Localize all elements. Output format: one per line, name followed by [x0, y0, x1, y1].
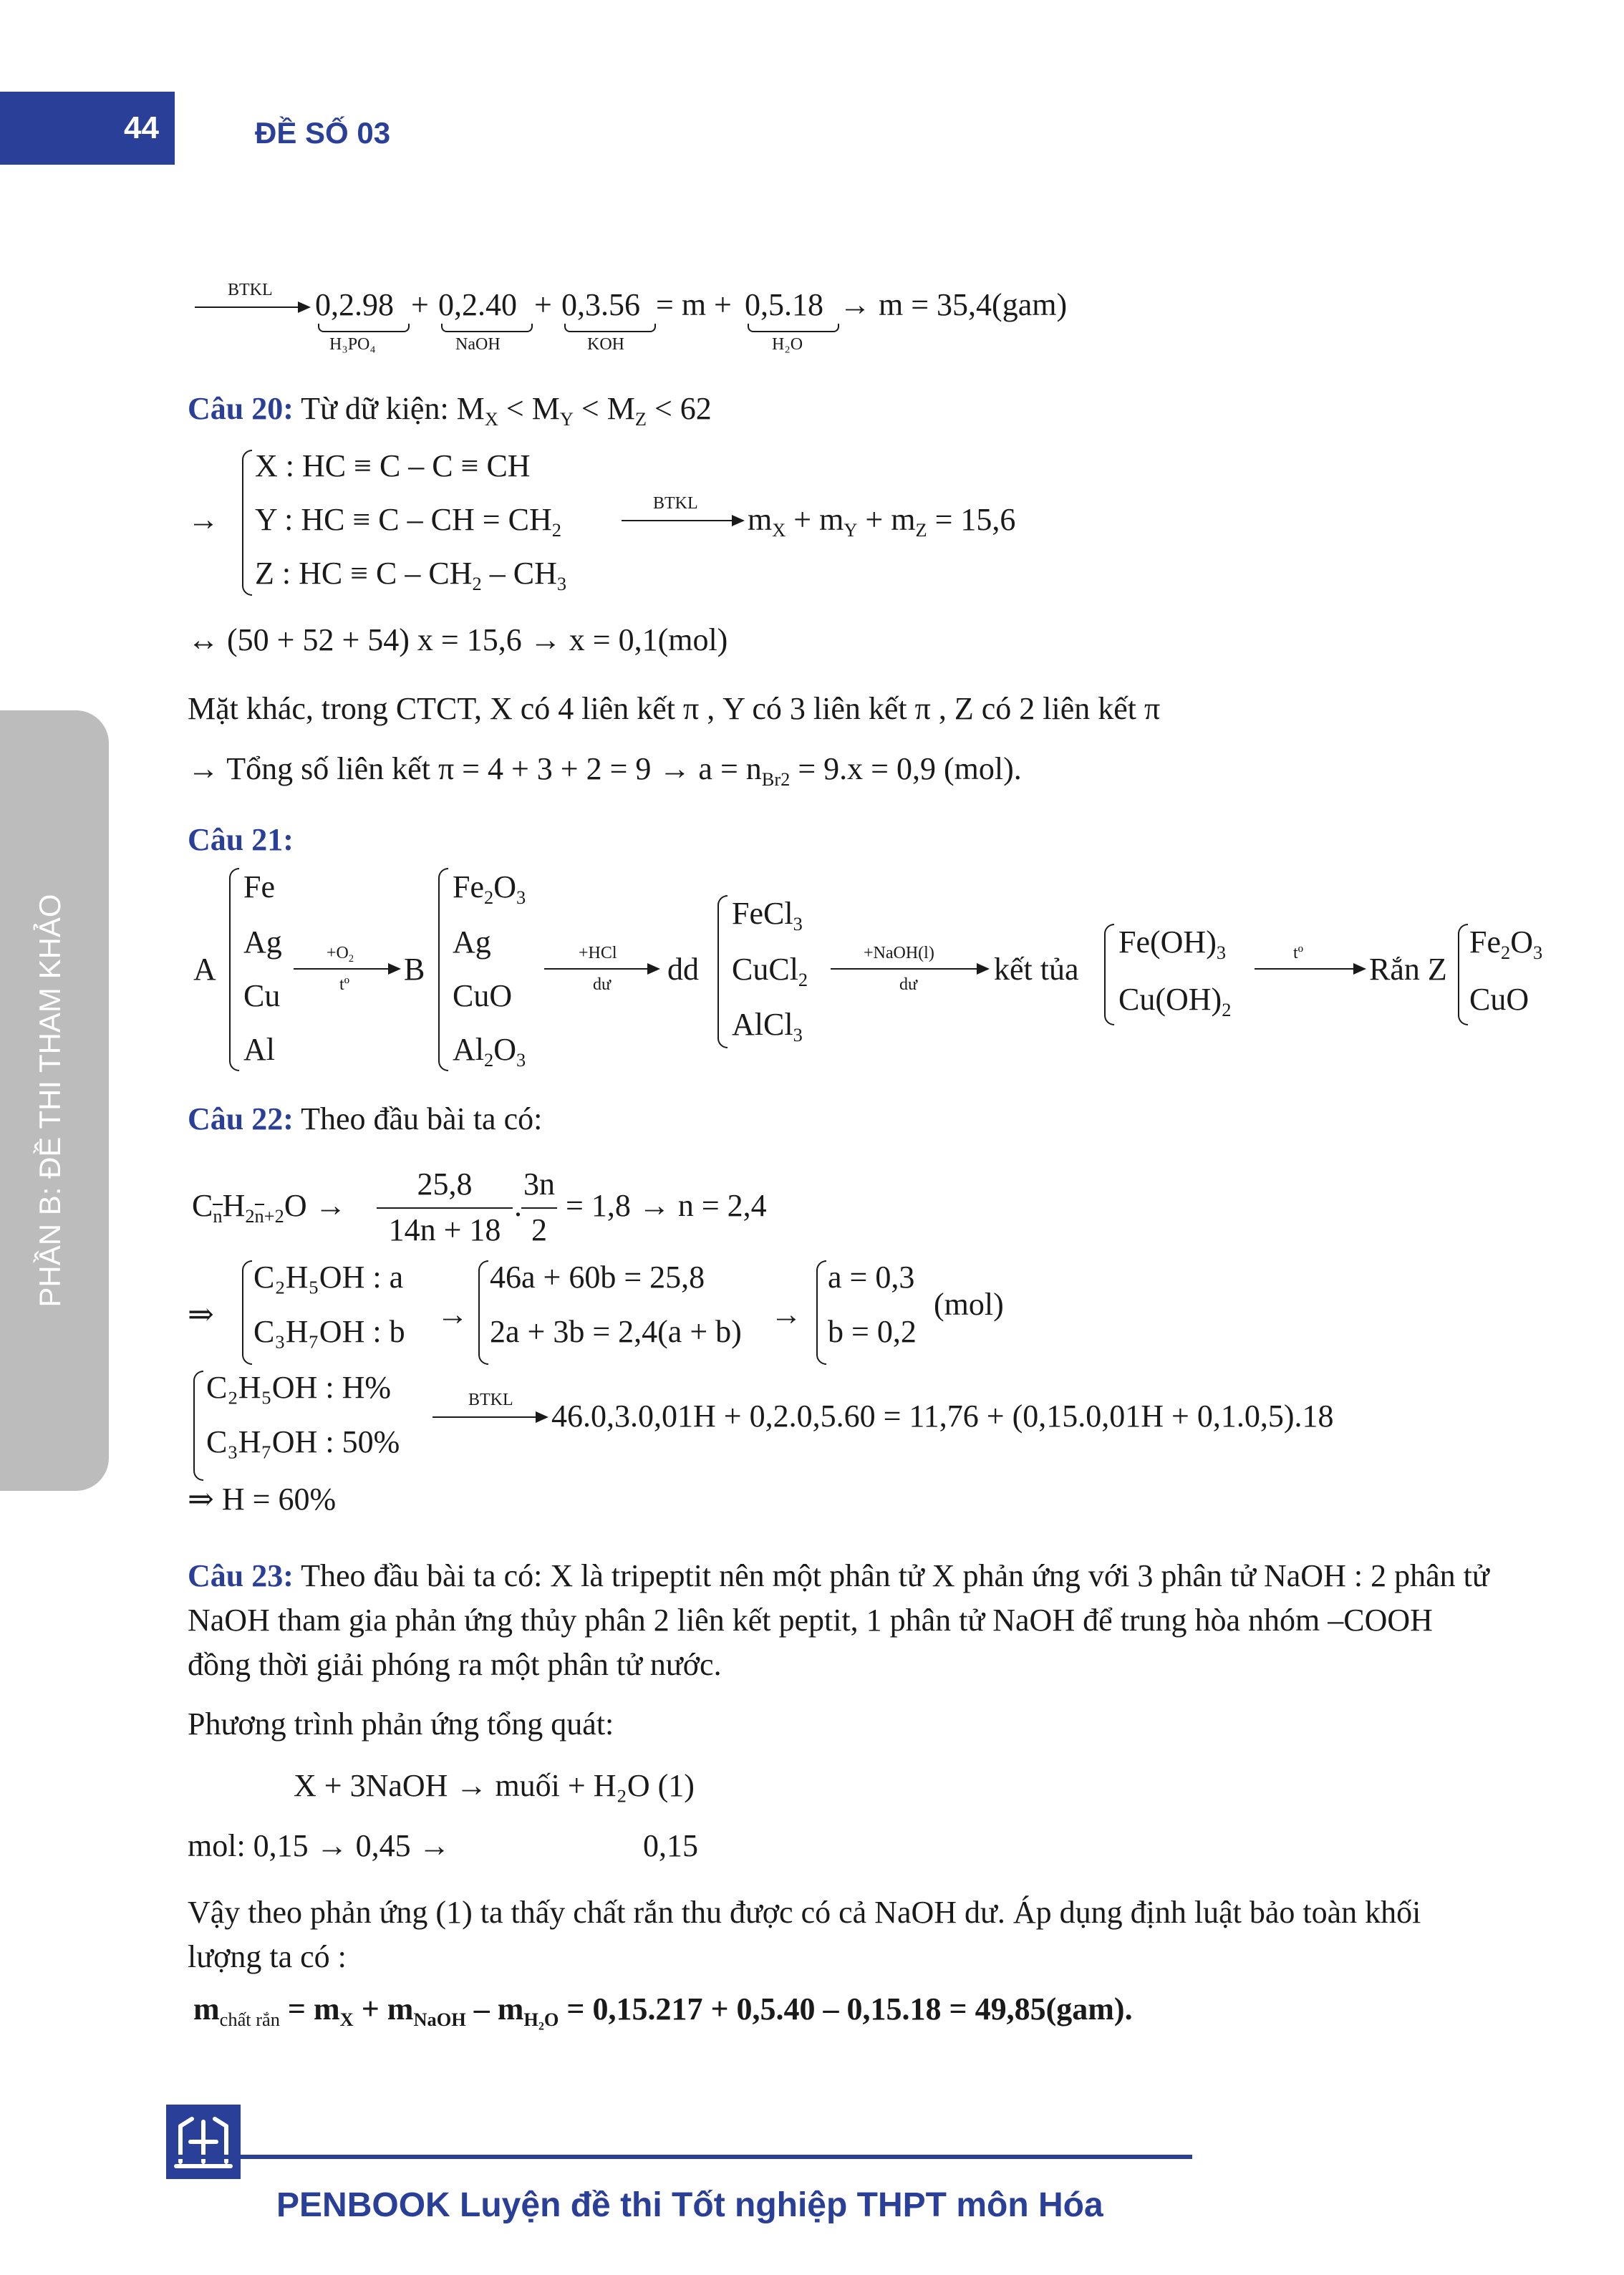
q21-B-item: Ag	[453, 924, 491, 960]
btkl-result: → m = 35,4(gam)	[839, 287, 1068, 322]
q22-intro: Theo đầu bài ta có:	[301, 1101, 543, 1136]
label-naoh: NaOH	[455, 335, 501, 354]
q22-frac1-den: 14n + 18	[388, 1212, 501, 1247]
underbrace	[318, 324, 410, 332]
q22-btkl-label: BTKL	[468, 1391, 513, 1409]
q21-arrow2	[544, 968, 659, 970]
q22-s3-unit: (mol)	[934, 1287, 1004, 1322]
logo-icon	[166, 2105, 241, 2179]
equals-m: = m +	[656, 287, 732, 322]
penbook-logo	[166, 2105, 241, 2179]
brace	[438, 868, 448, 1071]
q22-frac2-num: 3n	[523, 1167, 555, 1202]
brace	[816, 1260, 826, 1365]
q21-B: B	[404, 952, 425, 987]
brace	[1458, 924, 1468, 1025]
brace	[717, 895, 728, 1048]
q23-equation: X + 3NaOH → muối + H₂O (1)	[294, 1768, 695, 1803]
label-h3po4: H₃PO₄	[329, 335, 376, 354]
brace	[193, 1371, 203, 1481]
fraction-line	[521, 1207, 557, 1209]
q21-dd-item: FeCl$_3$	[732, 896, 803, 935]
brace	[242, 1260, 252, 1365]
side-tab-label: PHẦN B: ĐỀ THI THAM KHẢO	[33, 894, 67, 1308]
q22-s2a: 46a + 60b = 25,8	[490, 1260, 705, 1295]
q22-frac-result: = 1,8 → n = 2,4	[566, 1188, 767, 1223]
q20-intro: Từ dữ kiện: M	[301, 391, 485, 426]
q23-mol-line: mol: 0,15 → 0,45 →	[188, 1828, 450, 1863]
q21-A-item: Ag	[243, 924, 282, 960]
q22-s4a: C₂H₅OH : H%	[206, 1370, 392, 1405]
term-h2o: 0,5.18	[745, 287, 823, 322]
q20-y: Y : HC ≡ C – CH = $CH_2$	[255, 502, 561, 541]
q23-paragraph1	[188, 1554, 1491, 1687]
q23-title: Câu 23:	[188, 1558, 294, 1593]
q20-arrow	[622, 520, 743, 521]
q21-z-item: CuO	[1469, 982, 1529, 1017]
q21-dd-item: CuCl$_2$	[732, 952, 808, 991]
q22-formula: $C_nH_{2n+2}O$ →	[192, 1188, 347, 1227]
q21-arrow3	[831, 968, 988, 970]
q21-A-item: Fe	[243, 869, 275, 904]
q20-heading: Câu 20: Từ dữ kiện: $M_X < M_Y < M_Z < 62$	[188, 391, 712, 430]
q21-dd: dd	[667, 952, 699, 987]
q21-arrow3-bot: dư	[899, 975, 918, 994]
term-h3po4: 0,2.98	[315, 287, 394, 322]
q21-ran: Rắn Z	[1369, 952, 1447, 987]
section-title: ĐỀ SỐ 03	[255, 116, 391, 150]
q21-arrow1-bot: tº	[339, 975, 350, 994]
q21-B-item: CuO	[453, 978, 513, 1013]
q22-s2b: 2a + 3b = 2,4(a + b)	[490, 1314, 742, 1349]
q21-A-item: Cu	[243, 978, 281, 1013]
footer-rule	[166, 2155, 1192, 2159]
page-number: 44	[0, 92, 175, 165]
q21-B-item: $Al_2O_3$	[453, 1032, 526, 1071]
btkl-arrow	[195, 306, 309, 308]
underbrace	[748, 324, 839, 332]
q20-sum: $m_X + m_Y + m_Z = 15,6$	[748, 502, 1016, 541]
q21-title: Câu 21:	[188, 822, 294, 857]
q23-mol-last: 0,15	[643, 1828, 698, 1863]
q23-text3: Vậy theo phản ứng (1) ta thấy chất rắn thu được có cả NaOH dư. Áp dụng định luật bảo toàn khối lượng ta có :	[188, 1895, 1421, 1974]
q22-s3b: b = 0,2	[828, 1314, 917, 1349]
q22-s1b: C₃H₇OH : b	[253, 1314, 405, 1349]
q22-s4b: C₃H₇OH : 50%	[206, 1424, 400, 1459]
q22-s4-eq: 46.0,3.0,01H + 0,2.0,5.60 = 11,76 + (0,15.0,01H + 0,1.0,5).18	[551, 1399, 1334, 1434]
q21-kt-item: $Fe(OH)_3$	[1118, 924, 1227, 964]
brace	[242, 450, 252, 596]
term-koh: 0,3.56	[561, 287, 640, 322]
q23-final: $m_{chất rắn} = m_X + m_{NaOH} - m_{H_2O} = 0,15.217 + 0,5.40 - 0,15.18 = 49,85(gam)$.	[193, 1991, 1133, 2033]
q21-arrow4	[1255, 968, 1365, 970]
label-koh: KOH	[587, 335, 624, 354]
q22-arrow	[432, 1416, 547, 1418]
q21-arrow1-top: $+O_2$	[327, 944, 354, 965]
q21-z-item: $Fe_2O_3$	[1469, 924, 1543, 964]
brace	[478, 1260, 488, 1365]
q22-frac2-den: 2	[531, 1212, 547, 1247]
brace	[229, 868, 239, 1071]
underbrace	[441, 324, 533, 332]
q21-arrow3-top: +NaOH(l)	[864, 944, 934, 962]
q22-s1a: C₂H₅OH : a	[253, 1260, 404, 1295]
q20-eq1: ↔ (50 + 52 + 54) x = 15,6 → x = 0,1(mol)	[188, 622, 728, 657]
q23-text2: Phương trình phản ứng tổng quát:	[188, 1706, 614, 1742]
fraction-line	[377, 1207, 513, 1209]
q22-result: ⇒ H = 60%	[188, 1482, 337, 1517]
q21-A-item: Al	[243, 1032, 275, 1067]
q20-text1: Mặt khác, trong CTCT, X có 4 liên kết π , Y có 3 liên kết π , Z có 2 liên kết π	[188, 691, 1161, 726]
q21-arrow2-top: +HCl	[579, 944, 617, 962]
q21-arrow2-bot: dư	[593, 975, 612, 994]
q20-btkl-label: BTKL	[653, 494, 698, 513]
underbrace	[564, 324, 656, 332]
term-naoh: 0,2.40	[438, 287, 517, 322]
q22-s3a: a = 0,3	[828, 1260, 915, 1295]
q21-arrow4-top: tº	[1293, 944, 1304, 962]
q21-dd-item: AlCl$_3$	[732, 1007, 803, 1046]
q20-text2: → Tổng số liên kết $\pi = 4 + 3 + 2 = 9 \to a = n_{Br2} = 9.x = 0,9$ (mol).	[188, 751, 1022, 791]
btkl-label: BTKL	[228, 281, 273, 299]
q21-A: A	[193, 952, 216, 987]
footer-brand: PENBOOK Luyện đề thi Tốt nghiệp THPT môn Hóa	[276, 2186, 1103, 2224]
q20-title: Câu 20:	[188, 391, 294, 426]
q21-ket-tua: kết tủa	[994, 952, 1079, 987]
brace	[1104, 924, 1114, 1025]
q22-heading	[188, 1101, 542, 1137]
q22-title: Câu 22:	[188, 1101, 294, 1136]
q21-kt-item: $Cu(OH)_2$	[1118, 982, 1232, 1021]
label-h2o: H₂O	[772, 335, 803, 354]
q21-arrow1	[294, 968, 400, 970]
q22-frac1-num: 25,8	[417, 1167, 473, 1202]
q21-B-item: $Fe_2O_3$	[453, 869, 526, 909]
q23-text1: Theo đầu bài ta có: X là tripeptit nên một phân tử X phản ứng với 3 phân tử NaOH : 2 phân tử NaOH tham gia phản ứng thủy phân 2 liên kết peptit, 1 phân tử NaOH để trung hòa nhóm –COOH đồng thời giải phóng ra một phân tử nước.	[188, 1558, 1489, 1682]
q20-z: Z : HC ≡ C – $CH_2 - CH_3$	[255, 556, 567, 595]
q20-x: X : HC ≡ C – C ≡ CH	[255, 448, 531, 483]
